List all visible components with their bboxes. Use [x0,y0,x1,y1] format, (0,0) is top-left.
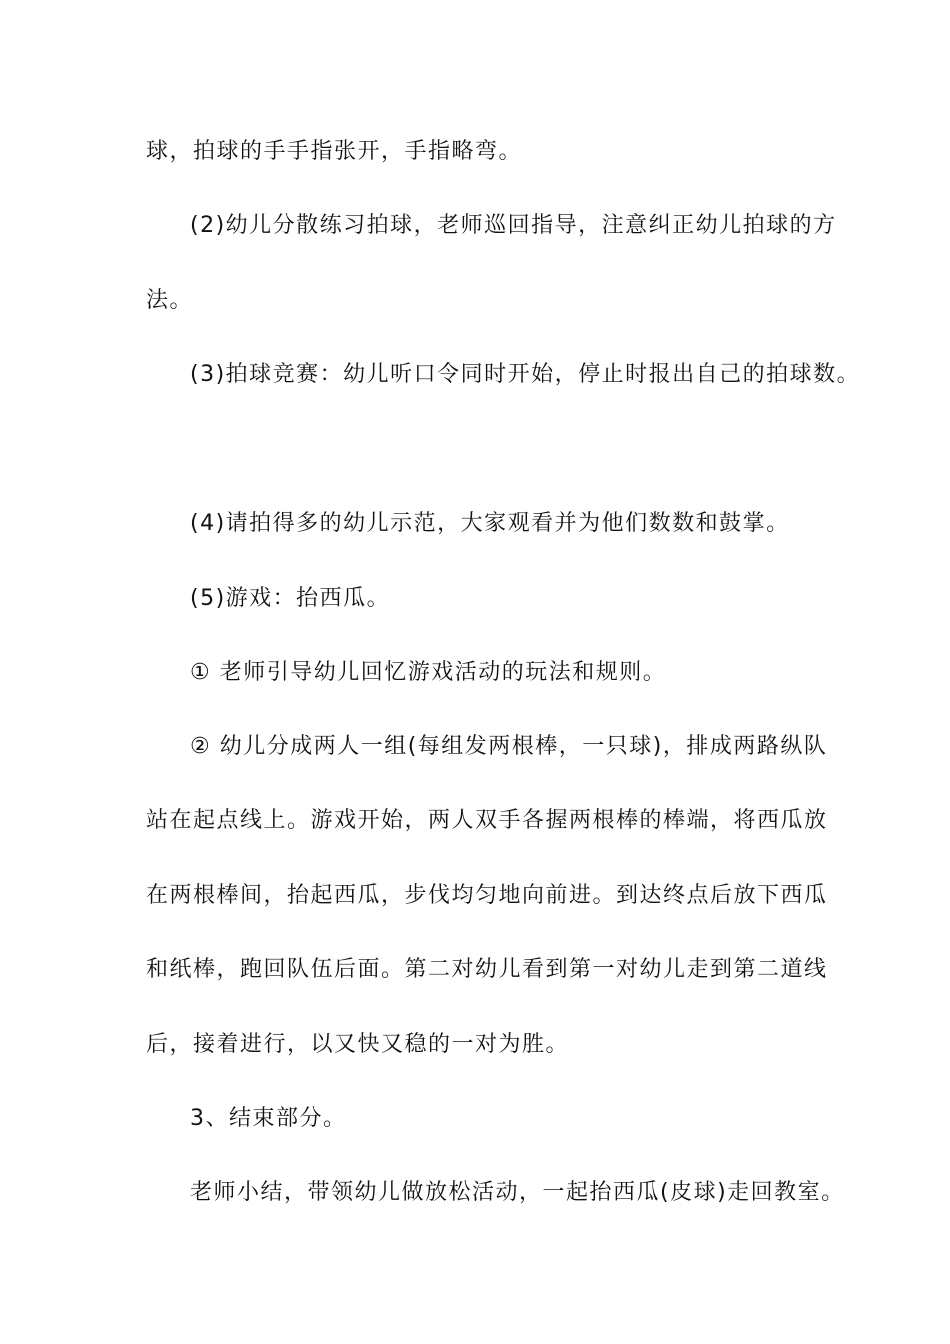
text-line-continuation: 和纸棒，跑回队伍后面。第二对幼儿看到第一对幼儿走到第二道线 [146,957,828,982]
paragraph-step-4: (4)请拍得多的幼儿示范，大家观看并为他们数数和鼓掌。 [190,511,790,536]
paragraph-rule-2: ② 幼儿分成两人一组(每组发两根棒，一只球)，排成两路纵队 [190,734,828,759]
text-line-continuation: 球，拍球的手手指张开，手指略弯。 [146,139,523,164]
text-line-continuation: 站在起点线上。游戏开始，两人双手各握两根棒的棒端，将西瓜放 [146,808,828,833]
paragraph-step-5: (5)游戏：抬西瓜。 [190,586,391,611]
text-line-continuation: 在两根棒间，抬起西瓜，步伐均匀地向前进。到达终点后放下西瓜 [146,883,828,908]
paragraph-summary: 老师小结，带领幼儿做放松活动，一起抬西瓜(皮球)走回教室。 [190,1180,845,1205]
section-heading-ending: 3、结束部分。 [190,1106,347,1131]
text-line-continuation: 后，接着进行，以又快又稳的一对为胜。 [146,1032,570,1057]
paragraph-step-3: (3)拍球竞赛：幼儿听口令同时开始，停止时报出自己的拍球数。 [190,362,861,387]
paragraph-step-2: (2)幼儿分散练习拍球，老师巡回指导，注意纠正幼儿拍球的方 [190,213,837,238]
text-line-continuation: 法。 [146,288,194,313]
paragraph-rule-1: ① 老师引导幼儿回忆游戏活动的玩法和规则。 [190,660,667,685]
